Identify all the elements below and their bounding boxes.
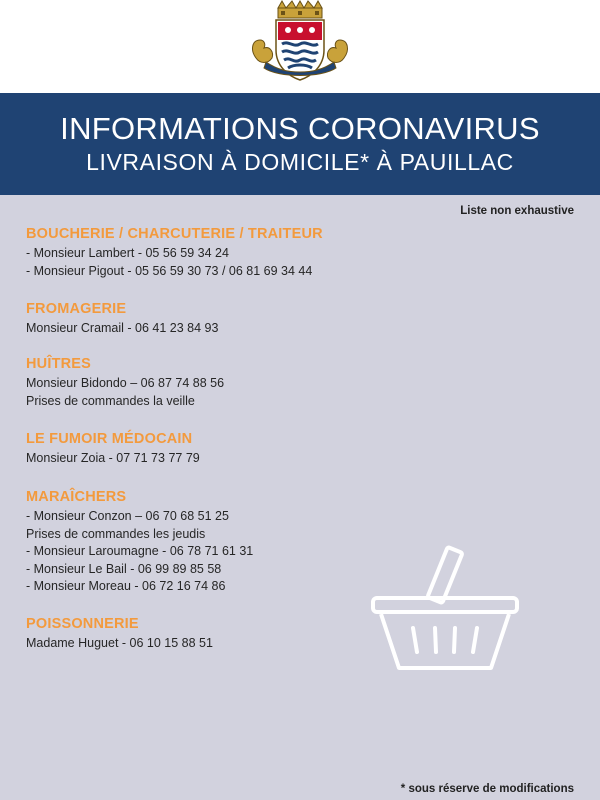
contact-line: Monsieur Bidondo – 06 87 74 88 56 — [26, 376, 225, 390]
contact-line: - Monsieur Conzon – 06 70 68 51 25 — [26, 509, 229, 523]
contact-line: Prises de commandes la veille — [26, 393, 195, 408]
contact-line: - Monsieur Laroumagne - 06 78 71 61 31 — [26, 544, 254, 558]
footnote: * sous réserve de modifications — [400, 783, 574, 795]
top-white-band — [0, 0, 600, 93]
contact-line: Monsieur Zoia - 07 71 73 77 79 — [26, 451, 200, 465]
title-banner — [0, 93, 600, 195]
section-boucherie — [26, 226, 446, 280]
section-title: HUÎTRES — [26, 356, 92, 372]
contact-line: - Monsieur Lambert - 05 56 59 34 24 — [26, 246, 229, 260]
section-title: FROMAGERIE — [26, 301, 127, 317]
shopping-basket-icon — [365, 540, 525, 680]
contact-line: Madame Huguet - 06 10 15 88 51 — [26, 636, 213, 650]
section-fromagerie — [26, 301, 446, 338]
contact-line: Monsieur Cramail - 06 41 23 84 93 — [26, 321, 219, 335]
section-title: MARAÎCHERS — [26, 489, 127, 505]
contact-line: - Monsieur Moreau - 06 72 16 74 86 — [26, 579, 226, 593]
section-title: LE FUMOIR MÉDOCAIN — [26, 431, 193, 447]
contact-line: Prises de commandes les jeudis — [26, 526, 206, 541]
banner-subtitle: LIVRAISON À DOMICILE* À PAUILLAC — [86, 149, 514, 175]
coat-of-arms-icon — [248, 0, 352, 84]
section-title: BOUCHERIE / CHARCUTERIE / TRAITEUR — [26, 226, 323, 242]
section-fumoir — [26, 431, 446, 468]
section-title: POISSONNERIE — [26, 616, 139, 632]
non-exhaustive-note: Liste non exhaustive — [460, 205, 574, 217]
contact-line: - Monsieur Le Bail - 06 99 89 85 58 — [26, 561, 222, 576]
banner-title: INFORMATIONS CORONAVIRUS — [60, 111, 540, 146]
section-huitres — [26, 356, 446, 410]
contact-line: - Monsieur Pigout - 05 56 59 30 73 / 06 81 69 34 44 — [26, 263, 313, 278]
